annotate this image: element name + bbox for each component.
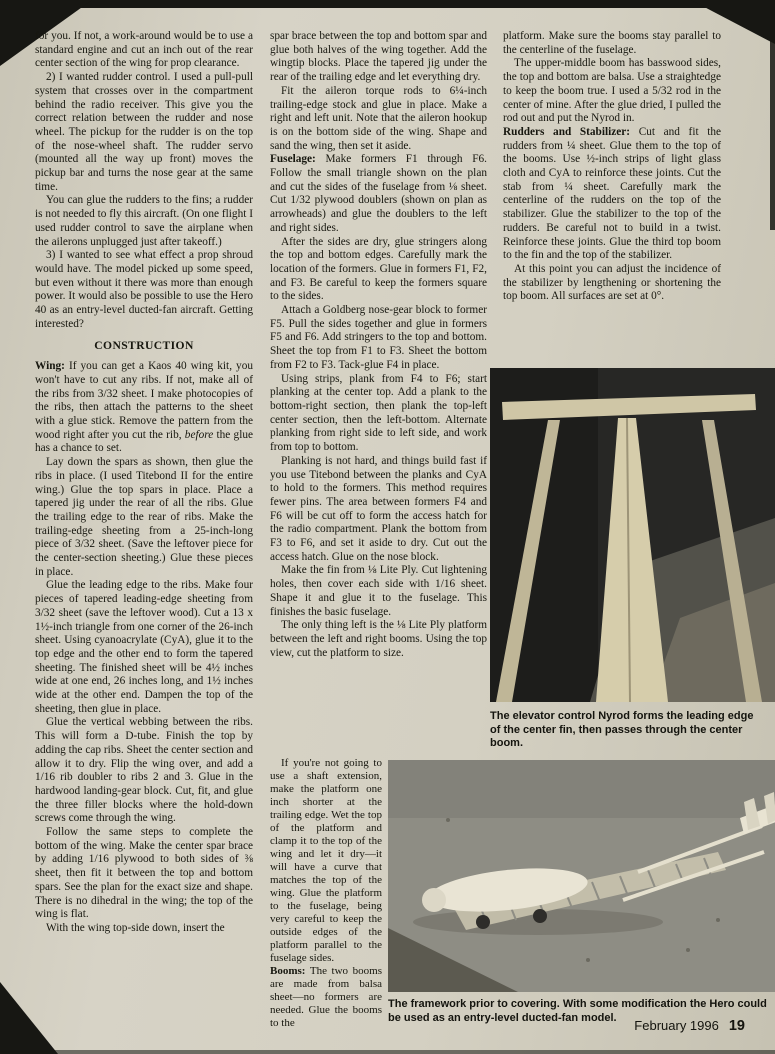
paragraph: spar brace between the top and bottom spar and glue both halves of the wing together. Add the wingtip blocks. Place the tapered jig under the rear of the trailing edge and let everything dry.	[270, 30, 487, 84]
paragraph-lead: Fuselage:	[270, 153, 316, 166]
paragraph-text: the glue has a chance to set.	[35, 428, 253, 455]
paragraph-wing	[35, 360, 253, 456]
page-footer	[634, 1018, 745, 1034]
paragraph: Make the fin from ⅛ Lite Ply. Cut lightening holes, then cover each side with 1/16 sheet. Shape it and glue it to the fuselage. This finishes the basic fuselage.	[270, 564, 487, 618]
paragraph: Fit the aileron torque rods to 6¼-inch trailing-edge stock and glue in place. Make a right and left unit. Note that the aileron hookup is on the bottom side of the wing. Shape and sand the wing, then set it aside.	[270, 84, 487, 152]
paragraph: Planking is not hard, and things build fast if you use Titebond between the planks and CyA to hold to the formers. This method requires fewer pins. The area between formers F4 and F6 will be cut off to form the access hatch for the radio compartment. Plank the bottom from F3 to F6, and set it aside to dry. Cut out the access hatch. Glue on the nose block.	[270, 454, 487, 563]
photo-booms-illustration	[490, 368, 775, 702]
footer-issue-date: February 1996	[634, 1018, 719, 1033]
paragraph: Glue the vertical webbing between the ribs. This will form a D-tube. Finish the top by adding the cap ribs. Sheet the center section and allow it to dry. Flip the wing over, and add a 1/16 rib doubler to ribs 2 and 3. Glue in the hardwood landing-gear block. Cut, fit, and glue the three filler blocks where the hold-down screws come through the wing.	[35, 716, 253, 825]
paragraph-text: The two booms are made from balsa sheet—no formers are needed. Glue the booms to the	[270, 965, 382, 1029]
paragraph: for you. If not, a work-around would be to use a standard engine and cut an inch out of the rear center section of the wing for prop clearance.	[35, 30, 253, 70]
photo-caption-1: The elevator control Nyrod forms the leading edge of the center fin, then passes through the center boom.	[490, 710, 754, 750]
footer-page-number: 19	[728, 1018, 745, 1034]
paragraph-text: Cut and fit the rudders from ¼ sheet. Glue them to the top of the booms. Use ½-inch strips of light glass cloth and CyA to reinforce these joints. Cut the stab from ¼ sheet. Carefully mark the centerline of the rudders on the top of the stabilizer. Glue the stabilizer to the top of the rudders. Be careful not to build in a twist. Reinforce these joints. Glue the third top boom to the fin and the top of the stabilizer.	[503, 125, 722, 262]
text-column-1	[35, 30, 253, 936]
text-column-2-narrow	[270, 757, 382, 1030]
text-column-3	[503, 30, 721, 304]
paragraph: With the wing top-side down, insert the	[46, 922, 225, 934]
paragraph-lead: Rudders and Stabilizer:	[503, 125, 631, 138]
paragraph: Follow the same steps to complete the bottom of the wing. Make the center spar brace by adding 1/16 plywood to both sides of ⅜ sheet, then fit it between the top and bottom spars. See the plan for the exact size and shape. There is no dihedral in the wing; the top of the wing is flat.	[35, 826, 253, 921]
paragraph: Attach a Goldberg nose-gear block to former F5. Pull the sides together and glue in formers F5 and F6. Add stringers to the top and bottom. Sheet the top from F1 to F3. Sheet the bottom from F2 to F3. Tack-glue F4 in place.	[270, 304, 487, 371]
photo-center-fin-and-booms	[490, 368, 775, 702]
text-column-2	[270, 30, 487, 660]
paragraph: The only thing left is the ⅛ Lite Ply platform between the left and right booms. Using the top view, cut the platform to size.	[270, 619, 487, 659]
paragraph-rudders-stabilizer	[503, 126, 721, 263]
scan-artifact	[770, 0, 775, 230]
paragraph: platform. Make sure the booms stay parallel to the centerline of the fuselage.	[503, 30, 721, 56]
paragraph: After the sides are dry, glue stringers along the top and bottom edges. Carefully mark the location of the formers. Glue in formers F1, F2, and F3. Be careful to keep the formers square to the sides.	[270, 235, 487, 303]
paragraph: The upper-middle boom has basswood sides, the top and bottom are balsa. Use a straightedge to keep the boom true. I used a 5/32 rod in the center of mine. After the glue dried, I pulled the rod out and put the Nyrod in.	[503, 57, 721, 125]
paragraph: Using strips, plank from F4 to F6; start planking at the center top. Add a plank to the bottom-right section, then plank the top-left center section, then the left-bottom. Alternate planking from right side to left side, and work from top to bottom.	[270, 372, 487, 454]
paragraph-text-italic: before	[184, 428, 214, 441]
paragraph: Lay down the spars as shown, then glue the ribs in place. (I used Titebond II for the entire wing.) Glue the top spars in place. Place a tapered jig under the rear of all the ribs. Glue the trailing edge to the rear of ribs. Make the trailing-edge sheeting from a 25-inch-long piece of 3/32 sheet. (Save the leftover piece for the center-section sheeting.) Glue these pieces in place.	[35, 456, 253, 578]
paragraph: At this point you can adjust the incidence of the stabilizer by lengthening or shortening the top boom. All surfaces are set at 0°.	[503, 262, 721, 303]
paragraph-booms	[270, 965, 382, 1030]
paragraph: 3) I wanted to see what effect a prop shroud would have. The model picked up some speed, but even without it there was more than enough power. It would also be possible to use the Hero 40 as an entry-level ducted-fan aircraft. Getting interested?	[35, 249, 253, 330]
paragraph: Glue the leading edge to the ribs. Make four pieces of tapered leading-edge sheeting from 3/32 sheet (save the leftover wood). Cut a 13 x 1½-inch triangle from one corner of the 26-inch sheet. Using cyanoacrylate (CyA), glue it to the top edge and the other end to form the tapered sheeting. The finished sheet will be 4½ inches wide at one end, 26 inches long, and 1½ inches wide at the other end. Dampen the top of the sheeting, then glue in place.	[35, 579, 253, 715]
photo-caption-2: The framework prior to covering. With some modification the Hero could be used as an entry-level ducted-fan model.	[388, 998, 767, 1024]
scan-artifact	[0, 1050, 775, 1054]
scan-artifact	[0, 0, 775, 8]
paragraph: You can glue the rudders to the fins; a rudder is not needed to fly this aircraft. (On one flight I used rudder control to save the airplane when the ailerons unplugged just after takeoff.)	[35, 194, 253, 248]
paragraph-text: Make formers F1 through F6. Follow the small triangle shown on the plan and cut the sides of the fuselage from ⅛ sheet. Cut 1/32 plywood doublers (shown on plan as arrowheads) and glue the doublers to the left and right sides.	[270, 153, 487, 234]
paragraph-lead: Booms:	[270, 965, 306, 977]
photo-airframe-on-pavement	[388, 760, 775, 992]
paragraph: 2) I wanted rudder control. I used a pull-pull system that crosses over in the compartment behind the radio receiver. This give you the correct relation between the rudder and nose wheel. The pickup for the rudder is on the top of the nose-wheel shaft. The rudder servo (mounted all the way up front) moves the pickup bar and turns the nose gear at the same time.	[35, 71, 253, 193]
section-heading-construction: CONSTRUCTION	[94, 339, 194, 353]
paragraph: If you're not going to use a shaft extension, make the platform one inch shorter at the trailing edge. Wet the top of the platform and clamp it to the top of the wing and let it dry—it will have a curve that matches the top of the wing. Glue the platform to the fuselage, being very careful to keep the outside edges of the platform parallel to the fuselage sides.	[270, 757, 382, 964]
paragraph-lead: Wing:	[35, 360, 65, 373]
photo-airframe-illustration	[388, 760, 775, 992]
paragraph-fuselage	[270, 153, 487, 235]
paragraph-text: If you can get a Kaos 40 wing kit, you won't have to cut any ribs. If not, make all of the ribs from 3/32 sheet. I make photocopies of the ribs, then attach the patterns to the sheet with a glue stick. Remove the pattern from the wood right after you cut the rib,	[35, 360, 253, 441]
